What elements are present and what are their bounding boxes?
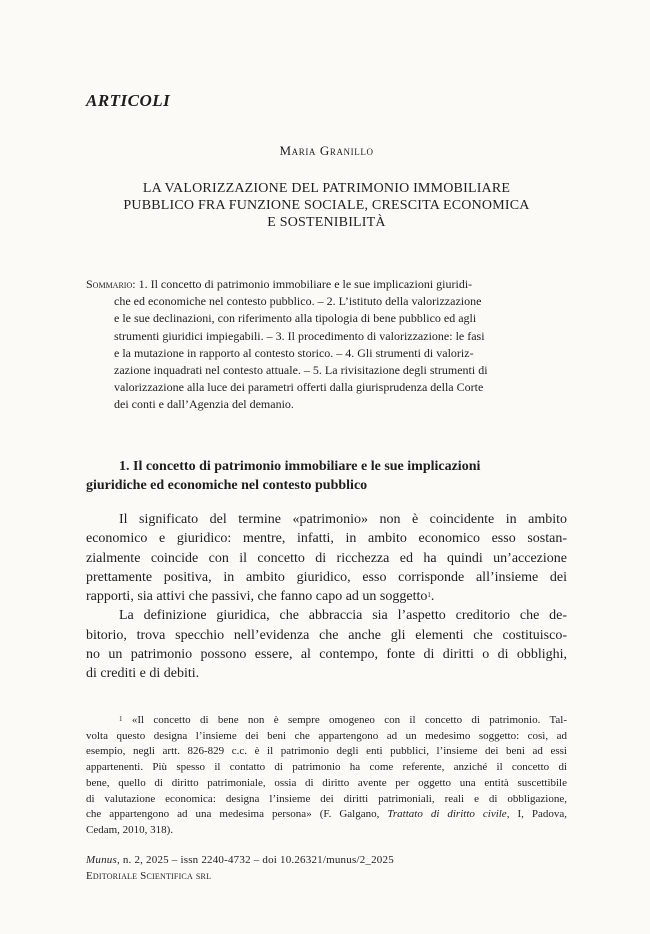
paragraph: [86, 510, 567, 606]
summary-line: zazione inquadrati nel contesto attuale. – 5. La rivisitazione degli strumenti di: [114, 363, 488, 378]
footnote-text: «Il concetto di bene non è sempre omogeneo con il concetto di patrimonio. Tal-: [122, 714, 567, 726]
article-summary: [86, 276, 567, 414]
paragraph-line: prettamente positiva, in ambito giuridico, esso corrisponde all’insieme dei: [86, 569, 567, 585]
paragraph-line: di crediti e di debiti.: [86, 666, 200, 682]
paragraph-line: [86, 587, 567, 606]
title-line: E SOSTENIBILITÀ: [267, 215, 386, 230]
body-text: [86, 510, 567, 684]
heading-line: giuridiche ed economiche nel contesto pubblico: [86, 478, 368, 493]
summary-line: e le sue declinazioni, con riferimento alla tipologia di bene pubblico ed agli: [114, 311, 477, 326]
journal-name: Munus: [86, 854, 117, 866]
footnote-line: Cedam, 2010, 318).: [86, 823, 174, 836]
paragraph-text: rapporti, sia attivi che passivi, che fanno capo ad un soggetto: [86, 589, 428, 605]
footnote-reference[interactable]: 1: [427, 591, 431, 600]
footnote-line: appartenenti. Più spesso il contatto di patrimonio ha come referente, anziché il concetto di: [86, 761, 567, 774]
paragraph-text: .: [430, 589, 435, 605]
summary-line: che ed economiche nel contesto pubblico. – 2. L’istituto della valorizzazione: [114, 294, 482, 309]
title-line: PUBBLICO FRA FUNZIONE SOCIALE, CRESCITA ECONOMICA: [123, 198, 530, 213]
paragraph-line: economico e giuridico: mentre, infatti, in ambito economico esso sostan-: [86, 531, 567, 547]
summary-line: dei conti e dall’Agenzia del demanio.: [114, 397, 294, 412]
footnote-line: volta questo designa l’insieme dei beni che appartengono ad un medesimo soggetto: così, ad: [86, 729, 567, 742]
footnote-line: [86, 807, 567, 823]
publisher: Editoriale Scientifica srl: [86, 870, 212, 882]
paragraph: [86, 606, 567, 683]
summary-line: valorizzazione alla luce dei parametri offerti dalla giurisprudenza della Corte: [114, 380, 484, 395]
journal-info: [86, 852, 567, 868]
summary-line: [86, 276, 567, 293]
footnote-line: bene, quello di diritto patrimoniale, ossia di diritto avente per oggetto una entità suscettibile: [86, 776, 567, 789]
page-footer: [86, 852, 567, 884]
issue-info: , n. 2, 2025 – issn 2240-4732 – doi 10.26321/munus/2_2025: [116, 854, 394, 866]
summary-line: e la mutazione in rapporto al contesto storico. – 4. Gli strumenti di valoriz-: [114, 345, 474, 360]
article-author: Maria Granillo: [279, 143, 374, 158]
footnote-line: [86, 713, 567, 729]
footnote-text: , I, Padova,: [506, 808, 567, 821]
footnote: [86, 713, 567, 839]
summary-text: 1. Il concetto di patrimonio immobiliare e le sue implicazioni giuridi-: [135, 277, 473, 291]
footnote-number: 1: [119, 715, 123, 723]
footnote-line: di valutazione economica: designa l’insieme dei diritti patrimoniali, reali e di obbligazione,: [86, 792, 567, 805]
section-label: ARTICOLI: [86, 91, 171, 110]
paragraph-line: no un patrimonio possono essere, al contempo, fonte di diritti o di obblighi,: [86, 647, 567, 663]
footnote-line: esempio, negli artt. 826-829 c.c. è il patrimonio degli enti pubblici, l’insieme dei beni ad essi: [86, 745, 567, 758]
summary-line: strumenti giuridici impiegabili. – 3. Il procedimento di valorizzazione: le fasi: [114, 328, 485, 343]
paragraph-line: La definizione giuridica, che abbraccia sia l’aspetto creditorio che de-: [119, 608, 567, 624]
citation-title: Trattato di diritto civile: [387, 808, 507, 821]
heading-line: 1. Il concetto di patrimonio immobiliare e le sue implicazioni: [119, 459, 481, 474]
section-heading: [86, 457, 567, 495]
article-title: [86, 180, 567, 231]
paragraph-line: bitorio, trova specchio nell’evidenza che anche gli elementi che costituisco-: [86, 627, 567, 643]
journal-page: [86, 0, 567, 934]
summary-lead: Sommario:: [86, 277, 136, 291]
title-line: LA VALORIZZAZIONE DEL PATRIMONIO IMMOBILIARE: [142, 181, 511, 196]
paragraph-line: Il significato del termine «patrimonio» non è coincidente in ambito: [119, 512, 567, 527]
footnote-text: che appartengono ad una medesima persona» (F. Galgano,: [86, 808, 388, 821]
paragraph-line: zialmente coincide con il concetto di ricchezza ed ha quindi un’accezione: [86, 550, 567, 566]
